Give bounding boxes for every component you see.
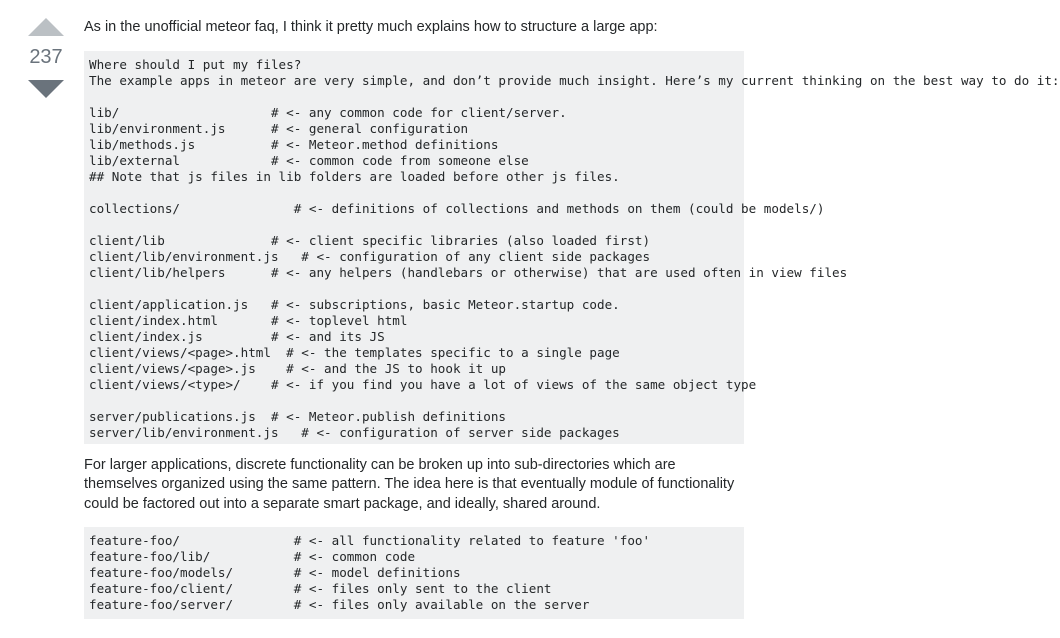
arrow-down-icon[interactable]	[28, 80, 64, 98]
code-line: lib/environment.js # <- general configuration	[89, 120, 469, 136]
code-line: lib/ # <- any common code for client/server.	[89, 104, 567, 120]
code-line: collections/ # <- definitions of collections and methods on them (could be models/)	[89, 200, 825, 216]
code-line: lib/external # <- common code from someone else	[89, 152, 529, 168]
code-line: client/lib/helpers # <- any helpers (handlebars or otherwise) that are used often in view files	[89, 264, 848, 280]
vote-panel	[22, 18, 70, 98]
code-line: client/index.js # <- and its JS	[89, 328, 385, 344]
code-line: feature-foo/ # <- all functionality related to feature 'foo'	[89, 533, 651, 548]
middle-paragraph: For larger applications, discrete functionality can be broken up into sub-directories which are themselves organized using the same pattern. The idea here is that eventually module of functionality could be factored out into a separate smart package, and ideally, shared around.	[84, 456, 735, 512]
code-line: client/index.html # <- toplevel html	[89, 312, 408, 328]
code-line: The example apps in meteor are very simple, and don’t provide much insight. Here’s my current thinking on the best way to do it:	[89, 72, 1060, 88]
code-line: feature-foo/lib/ # <- common code	[89, 549, 416, 564]
code-line	[89, 393, 744, 409]
code-line: server/publications.js # <- Meteor.publish definitions	[89, 408, 507, 424]
code-line: client/views/<page>.js # <- and the JS to hook it up	[89, 360, 507, 376]
code-line: Where should I put my files?	[89, 56, 302, 72]
code-line: feature-foo/models/ # <- model definitions	[89, 565, 461, 580]
code-line: feature-foo/client/ # <- files only sent to the client	[89, 581, 552, 596]
code-block-feature	[84, 527, 744, 619]
code-line: client/views/<page>.html # <- the templates specific to a single page	[89, 344, 620, 360]
code-block-structure	[84, 51, 1060, 444]
code-line: client/lib # <- client specific libraries (also loaded first)	[89, 232, 651, 248]
code-line: client/lib/environment.js # <- configuration of any client side packages	[89, 248, 651, 264]
code-line: client/application.js # <- subscriptions, basic Meteor.startup code.	[89, 296, 620, 312]
code-line: lib/methods.js # <- Meteor.method definitions	[89, 136, 499, 152]
code-line	[89, 89, 744, 105]
intro-paragraph: As in the unofficial meteor faq, I think it pretty much explains how to structure a large app:	[84, 19, 658, 35]
code-line: server/lib/environment.js # <- configuration of server side packages	[89, 424, 620, 440]
code-line	[89, 217, 744, 233]
answer-body	[84, 18, 1060, 619]
code-line: client/views/<type>/ # <- if you find you have a lot of views of the same object type	[89, 376, 757, 392]
code-line: feature-foo/server/ # <- files only available on the server	[89, 597, 590, 612]
code-line: ## Note that js files in lib folders are loaded before other js files.	[89, 168, 620, 184]
vote-count: 237	[29, 46, 63, 68]
code-line	[89, 281, 744, 297]
arrow-up-icon[interactable]	[28, 18, 64, 36]
code-line	[89, 185, 744, 201]
